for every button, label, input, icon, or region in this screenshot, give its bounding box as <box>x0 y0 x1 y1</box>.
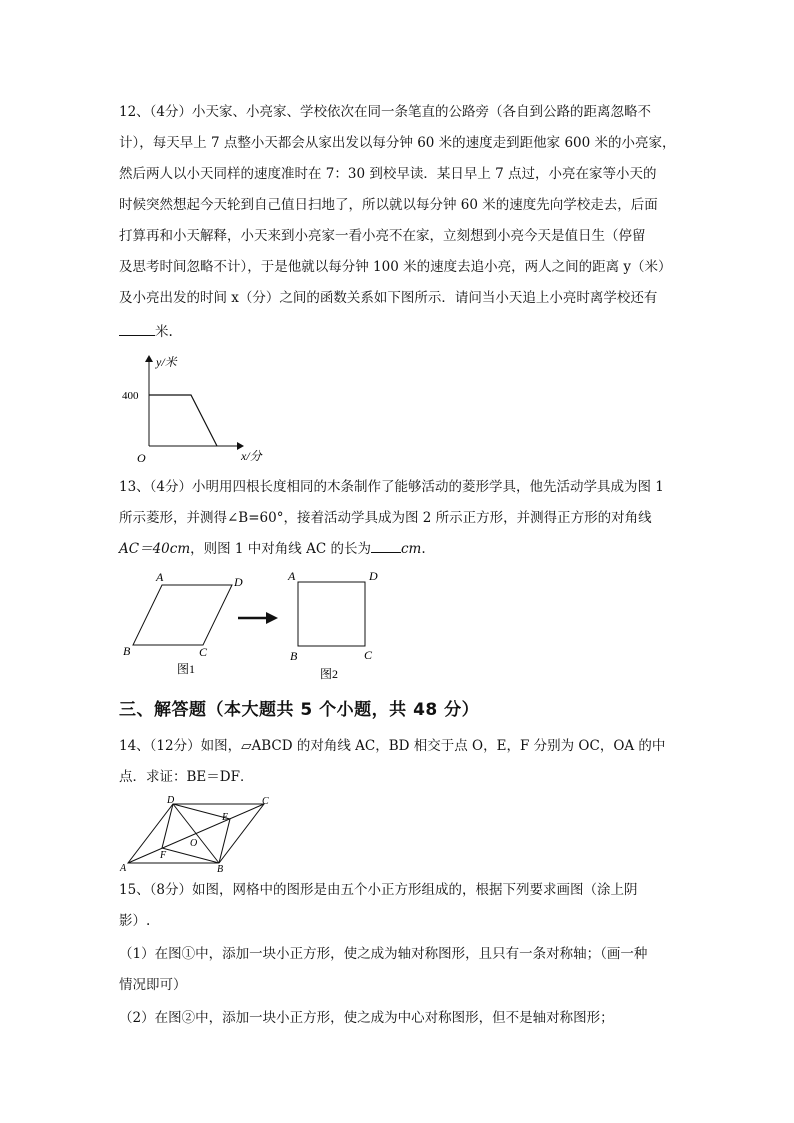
q12-line-4: 时候突然想起今天轮到自己值日扫地了，所以就以每分钟 60 米的速度先向学校走去，后面 <box>119 197 658 213</box>
fig1-caption: 图1 <box>177 662 196 676</box>
label-A: A <box>120 863 127 873</box>
q12-line-1: 12、（4分）小天家、小亮家、学校依次在同一条笔直的公路旁（各自到公路的距离忽略不 <box>119 104 652 120</box>
q15-line-1: 15、（8分）如图，网格中的图形是由五个小正方形组成的，根据下列要求画图（涂上阴 <box>119 882 638 898</box>
square-fig2 <box>298 582 365 646</box>
q12-line-6: 及思考时间忽略不计），于是他就以每分钟 100 米的速度去追小亮，两人之间的距离 y（米） <box>119 259 672 275</box>
fig1-vertex-A: A <box>156 570 164 584</box>
q14-line-1: 14、（12分）如图，▱ABCD 的对角线 AC，BD 相交于点 O，E，F 分别为 OC，OA 的中 <box>119 738 666 754</box>
label-D: D <box>167 795 175 806</box>
q12-line-2: 计），每天早上 7 点整小天都会从家出发以每分钟 60 米的速度走到距他家 600 米的小亮家， <box>119 135 676 151</box>
origin-label: O <box>137 451 146 465</box>
q15-sub1-line-2: 情况即可） <box>119 977 187 993</box>
segment-fb <box>162 848 219 863</box>
fig2-vertex-A: A <box>288 569 296 583</box>
q15-line-2: 影）. <box>119 913 151 929</box>
q12-answer-line: 米. <box>119 318 679 347</box>
arrow-head-icon <box>266 612 278 624</box>
q14-parallelogram-figure <box>118 795 283 873</box>
q12-line-5: 打算再和小天解释，小天来到小亮家一看小亮不在家，立刻想到小亮今天是值日生（停留 <box>119 228 646 244</box>
q13-line-1: 13、（4分）小明用四根长度相同的木条制作了能够活动的菱形学具，他先活动学具成为图 1 <box>119 479 664 495</box>
q15-sub1-line-1: （1）在图①中，添加一块小正方形，使之成为轴对称图形，且只有一条对称轴；（画一种 <box>119 946 648 962</box>
distance-line <box>149 395 217 446</box>
label-B: B <box>217 864 224 873</box>
x-axis-label: x/分 <box>241 449 262 463</box>
q12-line-7: 及小亮出发的时间 x（分）之间的函数关系如下图所示．请问当小天追上小亮时离学校还有 <box>119 290 658 306</box>
rhombus-fig1 <box>133 585 232 645</box>
q13-line-3: AC＝40cm，则图 1 中对角线 AC 的长为 cm. <box>119 535 679 564</box>
answer-blank[interactable] <box>371 538 401 553</box>
q14-line-2: 点．求证：BE＝DF． <box>119 769 254 785</box>
fig2-vertex-D: D <box>369 569 378 583</box>
q13-line-2: 所示菱形，并测得∠B=60°，接着活动学具成为图 2 所示正方形，并测得正方形的对角线 <box>119 510 652 526</box>
fig2-vertex-C: C <box>364 648 373 662</box>
label-E: E <box>222 812 229 823</box>
y-axis-label: y/米 <box>156 355 177 369</box>
fig1-vertex-B: B <box>123 644 131 658</box>
q15-sub2: （2）在图②中，添加一块小正方形，使之成为中心对称图形，但不是轴对称图形； <box>119 1010 614 1026</box>
fig2-vertex-B: B <box>290 649 298 663</box>
label-C: C <box>262 796 269 807</box>
q12-graph <box>118 352 278 467</box>
fig1-vertex-C: C <box>199 645 208 659</box>
tick-400: 400 <box>122 390 139 402</box>
label-O: O <box>190 838 198 849</box>
diagonal-bd <box>173 804 219 863</box>
q12-line-3: 然后两人以小天同样的速度准时在 7：30 到校早读．某日早上 7 点过，小亮在家等小天的 <box>119 166 657 182</box>
fig2-caption: 图2 <box>320 667 339 681</box>
fig1-vertex-D: D <box>234 575 243 589</box>
label-F: F <box>160 850 167 861</box>
q13-figures <box>118 566 388 686</box>
answer-blank[interactable] <box>119 321 155 336</box>
section-heading: 三、解答题（本大题共 5 个小题，共 48 分） <box>119 700 480 720</box>
